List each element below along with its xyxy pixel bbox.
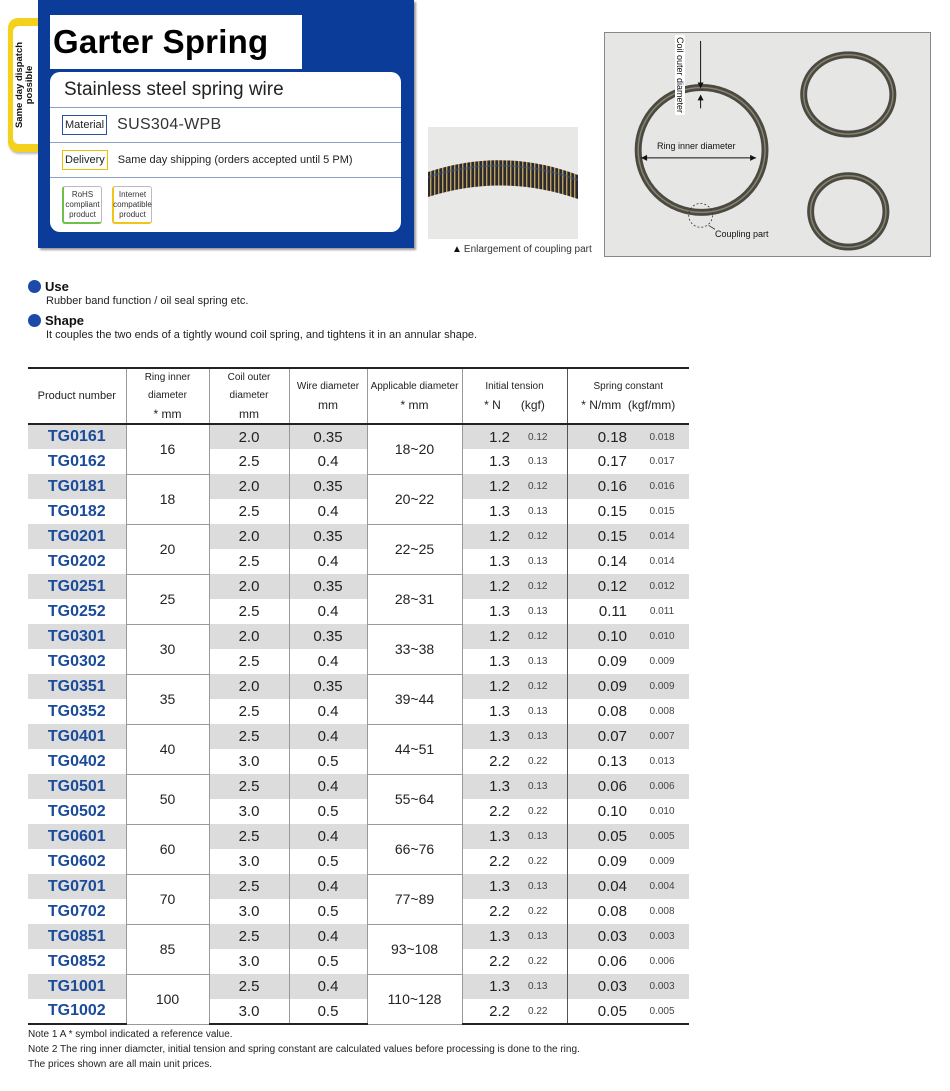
product-number: TG1002 — [28, 999, 126, 1024]
table-row — [28, 674, 689, 699]
applicable-diameter: 20~22 — [367, 474, 462, 524]
wire-diameter: 0.4 — [289, 649, 367, 674]
table-row — [28, 924, 689, 949]
ring-inner-diameter: 18 — [126, 474, 209, 524]
initial-tension-n: 1.3 — [462, 599, 524, 624]
material-row — [50, 108, 401, 143]
initial-tension-kgf: 0.22 — [524, 999, 567, 1024]
spring-constant-kgfmm: 0.005 — [635, 824, 689, 849]
spring-constant-kgfmm: 0.010 — [649, 806, 675, 817]
product-number: TG0502 — [47, 802, 106, 820]
table-row — [28, 724, 689, 749]
spring-constant-nmm: 0.11 — [567, 599, 635, 624]
product-number: TG0702 — [47, 902, 106, 920]
ring-inner-diameter: 40 — [126, 724, 209, 774]
coil-outer-diameter: 2.5 — [209, 699, 289, 724]
applicable-diameter: 18~20 — [367, 424, 462, 474]
title-box — [50, 15, 302, 69]
spec-table — [28, 367, 689, 1025]
spring-constant-kgfmm: 0.012 — [635, 574, 689, 599]
initial-tension-kgf: 0.13 — [524, 924, 567, 949]
spring-constant-kgfmm: 0.005 — [635, 999, 689, 1024]
coil-outer-diameter: 2.5 — [209, 874, 289, 899]
wire-diameter: 0.4 — [289, 499, 367, 524]
product-number: TG0602 — [47, 852, 106, 870]
initial-tension-kgf: 0.13 — [528, 456, 548, 467]
table-row — [28, 874, 689, 899]
applicable-diameter: 77~89 — [367, 874, 462, 924]
initial-tension-n: 2.2 — [462, 849, 524, 874]
spring-constant-kgfmm: 0.017 — [649, 456, 675, 467]
spring-constant-kgfmm: 0.009 — [649, 856, 675, 867]
ring-inner-diameter-label: Ring inner diameter — [657, 141, 736, 151]
delivery-label: Delivery — [62, 150, 108, 170]
spring-constant-kgfmm: 0.016 — [635, 474, 689, 499]
product-number: TG0162 — [47, 452, 106, 470]
coil-outer-diameter: 2.5 — [209, 499, 289, 524]
ring-inner-diameter: 100 — [126, 974, 209, 1024]
triangle-icon: ▲ — [452, 244, 462, 255]
coil-outer-diameter: 3.0 — [209, 949, 289, 974]
coil-outer-diameter: 2.5 — [209, 974, 289, 999]
badges — [50, 178, 401, 224]
coil-outer-diameter: 2.0 — [209, 524, 289, 549]
coil-outer-diameter: 2.5 — [209, 774, 289, 799]
ring-diagram-photo — [604, 32, 931, 257]
use-section — [28, 279, 248, 307]
spring-constant-nmm: 0.06 — [567, 774, 635, 799]
ring-inner-diameter: 60 — [126, 824, 209, 874]
table-row — [28, 474, 689, 499]
coupling-caption-text: Enlargement of coupling part — [463, 244, 592, 255]
product-number: TG0301 — [28, 624, 126, 649]
spring-constant-nmm: 0.05 — [567, 824, 635, 849]
spring-constant-nmm: 0.10 — [567, 799, 635, 824]
initial-tension-n: 2.2 — [462, 899, 524, 924]
header-coil-outer: Coil outer diameter mm — [209, 368, 289, 424]
initial-tension-n: 1.3 — [462, 649, 524, 674]
product-number: TG0201 — [28, 524, 126, 549]
material-value: SUS304-WPB — [117, 116, 222, 133]
coil-outer-diameter: 2.5 — [209, 724, 289, 749]
wire-diameter: 0.35 — [289, 474, 367, 499]
product-number: TG0352 — [47, 702, 106, 720]
spring-constant-kgfmm: 0.009 — [649, 656, 675, 667]
product-number: TG0851 — [28, 924, 126, 949]
spring-constant-nmm: 0.13 — [567, 749, 635, 774]
header-ring-inner: Ring inner diameter * mm — [126, 368, 209, 424]
coupling-caption — [452, 244, 592, 255]
initial-tension-kgf: 0.13 — [528, 606, 548, 617]
rohs-badge: RoHS compliant product — [62, 186, 102, 224]
initial-tension-kgf: 0.13 — [528, 656, 548, 667]
header-wire: Wire diameter mm — [289, 368, 367, 424]
delivery-value: Same day shipping (orders accepted until 5 PM) — [117, 154, 353, 166]
coil-outer-diameter: 3.0 — [209, 849, 289, 874]
wire-diameter: 0.4 — [289, 724, 367, 749]
initial-tension-n: 1.2 — [462, 574, 524, 599]
spring-constant-nmm: 0.18 — [567, 424, 635, 449]
ring-inner-diameter: 85 — [126, 924, 209, 974]
product-number: TG0701 — [28, 874, 126, 899]
material-label: Material — [62, 115, 107, 135]
wire-diameter: 0.35 — [289, 424, 367, 449]
spring-constant-nmm: 0.04 — [567, 874, 635, 899]
spring-constant-nmm: 0.12 — [567, 574, 635, 599]
spring-constant-nmm: 0.17 — [567, 449, 635, 474]
product-number: TG0501 — [28, 774, 126, 799]
wire-diameter: 0.4 — [289, 874, 367, 899]
initial-tension-n: 1.2 — [462, 624, 524, 649]
use-title: Use — [45, 279, 69, 294]
header-tension: Initial tension * N (kgf) — [462, 368, 567, 424]
coil-outer-diameter: 2.0 — [209, 424, 289, 449]
table-row — [28, 524, 689, 549]
product-number: TG0351 — [28, 674, 126, 699]
spring-constant-nmm: 0.09 — [567, 849, 635, 874]
initial-tension-kgf: 0.13 — [528, 506, 548, 517]
internet-compatible-badge: Internet compatible product — [112, 186, 152, 224]
product-number: TG0401 — [28, 724, 126, 749]
spring-constant-kgfmm: 0.003 — [635, 924, 689, 949]
spring-constant-kgfmm: 0.011 — [649, 606, 675, 617]
delivery-row — [50, 143, 401, 178]
initial-tension-n: 1.3 — [462, 924, 524, 949]
initial-tension-kgf: 0.22 — [528, 956, 548, 967]
initial-tension-n: 1.2 — [462, 524, 524, 549]
product-number: TG0181 — [28, 474, 126, 499]
applicable-diameter: 44~51 — [367, 724, 462, 774]
spring-constant-kgfmm: 0.013 — [649, 756, 675, 767]
header-spring-constant: Spring constant * N/mm (kgf/mm) — [567, 368, 689, 424]
notes — [28, 1027, 580, 1072]
wire-diameter: 0.4 — [289, 924, 367, 949]
ring-inner-diameter: 25 — [126, 574, 209, 624]
initial-tension-n: 1.3 — [462, 699, 524, 724]
coil-outer-diameter: 2.5 — [209, 924, 289, 949]
ring-inner-diameter: 70 — [126, 874, 209, 924]
initial-tension-n: 1.3 — [462, 824, 524, 849]
wire-diameter: 0.5 — [289, 899, 367, 924]
table-header-row — [28, 368, 689, 424]
note-1: Note 1 A * symbol indicated a reference value. — [28, 1029, 233, 1040]
coil-outer-diameter: 3.0 — [209, 799, 289, 824]
spring-constant-kgfmm: 0.006 — [635, 774, 689, 799]
wire-diameter: 0.4 — [289, 449, 367, 474]
spring-constant-kgfmm: 0.015 — [649, 506, 675, 517]
spring-constant-nmm: 0.08 — [567, 899, 635, 924]
wire-diameter: 0.5 — [289, 799, 367, 824]
coil-outer-diameter: 2.0 — [209, 574, 289, 599]
same-day-dispatch-tab — [8, 18, 38, 152]
spring-constant-nmm: 0.10 — [567, 624, 635, 649]
initial-tension-n: 1.2 — [462, 474, 524, 499]
coil-outer-diameter: 2.5 — [209, 449, 289, 474]
coil-outer-diameter: 2.5 — [209, 824, 289, 849]
initial-tension-kgf: 0.22 — [528, 806, 548, 817]
wire-diameter: 0.35 — [289, 624, 367, 649]
spring-constant-nmm: 0.16 — [567, 474, 635, 499]
initial-tension-kgf: 0.13 — [528, 556, 548, 567]
spring-constant-nmm: 0.08 — [567, 699, 635, 724]
initial-tension-kgf: 0.22 — [528, 856, 548, 867]
applicable-diameter: 55~64 — [367, 774, 462, 824]
spring-constant-kgfmm: 0.014 — [649, 556, 675, 567]
wire-diameter: 0.4 — [289, 824, 367, 849]
coil-outer-diameter: 3.0 — [209, 749, 289, 774]
info-card — [50, 72, 401, 232]
wire-diameter: 0.4 — [289, 549, 367, 574]
product-number: TG0252 — [47, 602, 106, 620]
coil-spring-image — [428, 127, 578, 239]
applicable-diameter: 110~128 — [367, 974, 462, 1024]
coil-outer-diameter: 2.5 — [209, 649, 289, 674]
spring-constant-kgfmm: 0.009 — [635, 674, 689, 699]
spring-constant-nmm: 0.15 — [567, 499, 635, 524]
initial-tension-kgf: 0.12 — [524, 674, 567, 699]
coupling-closeup-photo — [428, 127, 578, 239]
spring-constant-nmm: 0.14 — [567, 549, 635, 574]
spring-constant-kgfmm: 0.010 — [635, 624, 689, 649]
initial-tension-kgf: 0.13 — [524, 774, 567, 799]
initial-tension-kgf: 0.13 — [528, 706, 548, 717]
wire-diameter: 0.5 — [289, 999, 367, 1024]
initial-tension-n: 1.3 — [462, 449, 524, 474]
spring-constant-kgfmm: 0.008 — [649, 706, 675, 717]
shape-text: It couples the two ends of a tightly wound coil spring, and tightens it in an annular shape. — [46, 329, 478, 341]
initial-tension-kgf: 0.22 — [528, 906, 548, 917]
initial-tension-kgf: 0.13 — [524, 874, 567, 899]
coil-outer-diameter: 2.0 — [209, 624, 289, 649]
table-row — [28, 424, 689, 449]
spring-constant-kgfmm: 0.004 — [635, 874, 689, 899]
coil-outer-diameter: 2.5 — [209, 549, 289, 574]
coil-outer-diameter: 3.0 — [209, 899, 289, 924]
spring-constant-kgfmm: 0.003 — [635, 974, 689, 999]
applicable-diameter: 28~31 — [367, 574, 462, 624]
spring-constant-kgfmm: 0.018 — [635, 424, 689, 449]
spring-constant-nmm: 0.07 — [567, 724, 635, 749]
wire-diameter: 0.35 — [289, 674, 367, 699]
initial-tension-n: 1.3 — [462, 874, 524, 899]
wire-diameter: 0.4 — [289, 599, 367, 624]
ring-inner-diameter: 50 — [126, 774, 209, 824]
spring-constant-nmm: 0.03 — [567, 974, 635, 999]
spring-constant-nmm: 0.05 — [567, 999, 635, 1024]
ring-diagram — [605, 33, 930, 256]
initial-tension-n: 1.3 — [462, 549, 524, 574]
wire-diameter: 0.35 — [289, 574, 367, 599]
coil-outer-diameter: 2.0 — [209, 674, 289, 699]
product-number: TG0852 — [47, 952, 106, 970]
ring-inner-diameter: 16 — [126, 424, 209, 474]
ring-inner-diameter: 35 — [126, 674, 209, 724]
note-2: Note 2 The ring inner diamcter, initial tension and spring constant are calculated values before processing is done to the ring. — [28, 1044, 580, 1055]
applicable-diameter: 39~44 — [367, 674, 462, 724]
spring-constant-nmm: 0.09 — [567, 649, 635, 674]
coil-outer-diameter: 3.0 — [209, 999, 289, 1024]
initial-tension-n: 2.2 — [462, 999, 524, 1024]
product-subtitle: Stainless steel spring wire — [50, 72, 401, 108]
applicable-diameter: 66~76 — [367, 824, 462, 874]
initial-tension-n: 2.2 — [462, 749, 524, 774]
dispatch-tab-line1: Same day dispatch — [14, 41, 26, 129]
initial-tension-n: 1.3 — [462, 774, 524, 799]
coupling-part-label: Coupling part — [715, 229, 769, 239]
product-number: TG0202 — [47, 552, 106, 570]
initial-tension-kgf: 0.13 — [524, 724, 567, 749]
applicable-diameter: 93~108 — [367, 924, 462, 974]
coil-outer-diameter: 2.5 — [209, 599, 289, 624]
use-text: Rubber band function / oil seal spring etc. — [46, 295, 249, 307]
product-number: TG0251 — [28, 574, 126, 599]
spring-constant-nmm: 0.15 — [567, 524, 635, 549]
initial-tension-kgf: 0.13 — [524, 824, 567, 849]
wire-diameter: 0.35 — [289, 524, 367, 549]
spring-constant-nmm: 0.06 — [567, 949, 635, 974]
table-row — [28, 824, 689, 849]
initial-tension-kgf: 0.12 — [524, 524, 567, 549]
initial-tension-kgf: 0.13 — [524, 974, 567, 999]
wire-diameter: 0.5 — [289, 949, 367, 974]
dispatch-tab-line2: possible — [24, 65, 36, 105]
product-number: TG0182 — [47, 502, 106, 520]
bullet-icon — [28, 280, 41, 293]
note-3: The prices shown are all main unit prices. — [28, 1059, 212, 1070]
ring-inner-diameter: 30 — [126, 624, 209, 674]
wire-diameter: 0.4 — [289, 699, 367, 724]
wire-diameter: 0.5 — [289, 749, 367, 774]
shape-section — [28, 313, 477, 341]
initial-tension-n: 2.2 — [462, 799, 524, 824]
wire-diameter: 0.4 — [289, 774, 367, 799]
initial-tension-n: 1.3 — [462, 499, 524, 524]
bullet-icon — [28, 314, 41, 327]
initial-tension-kgf: 0.12 — [524, 624, 567, 649]
initial-tension-n: 1.2 — [462, 424, 524, 449]
spring-constant-kgfmm: 0.014 — [635, 524, 689, 549]
product-number: TG0601 — [28, 824, 126, 849]
ring-inner-diameter: 20 — [126, 524, 209, 574]
header-applicable: Applicable diameter * mm — [367, 368, 462, 424]
shape-title: Shape — [45, 313, 85, 328]
product-number: TG0161 — [28, 424, 126, 449]
initial-tension-n: 1.2 — [462, 674, 524, 699]
applicable-diameter: 22~25 — [367, 524, 462, 574]
spring-constant-kgfmm: 0.006 — [649, 956, 675, 967]
wire-diameter: 0.5 — [289, 849, 367, 874]
page-title: Garter Spring — [53, 23, 269, 60]
spring-constant-kgfmm: 0.007 — [635, 724, 689, 749]
initial-tension-n: 1.3 — [462, 724, 524, 749]
product-header-panel — [38, 0, 414, 248]
initial-tension-n: 1.3 — [462, 974, 524, 999]
coil-outer-diameter: 2.0 — [209, 474, 289, 499]
initial-tension-kgf: 0.12 — [524, 574, 567, 599]
table-row — [28, 574, 689, 599]
initial-tension-kgf: 0.22 — [528, 756, 548, 767]
table-row — [28, 974, 689, 999]
table-row — [28, 624, 689, 649]
initial-tension-kgf: 0.12 — [524, 424, 567, 449]
spring-constant-nmm: 0.09 — [567, 674, 635, 699]
initial-tension-kgf: 0.12 — [524, 474, 567, 499]
header-product-number: Product number — [28, 368, 126, 424]
coil-outer-diameter-label: Coil outer diameter — [675, 37, 685, 114]
product-number: TG1001 — [28, 974, 126, 999]
spring-constant-nmm: 0.03 — [567, 924, 635, 949]
initial-tension-n: 2.2 — [462, 949, 524, 974]
product-number: TG0402 — [47, 752, 106, 770]
product-number: TG0302 — [47, 652, 106, 670]
applicable-diameter: 33~38 — [367, 624, 462, 674]
table-row — [28, 774, 689, 799]
spring-constant-kgfmm: 0.008 — [649, 906, 675, 917]
wire-diameter: 0.4 — [289, 974, 367, 999]
